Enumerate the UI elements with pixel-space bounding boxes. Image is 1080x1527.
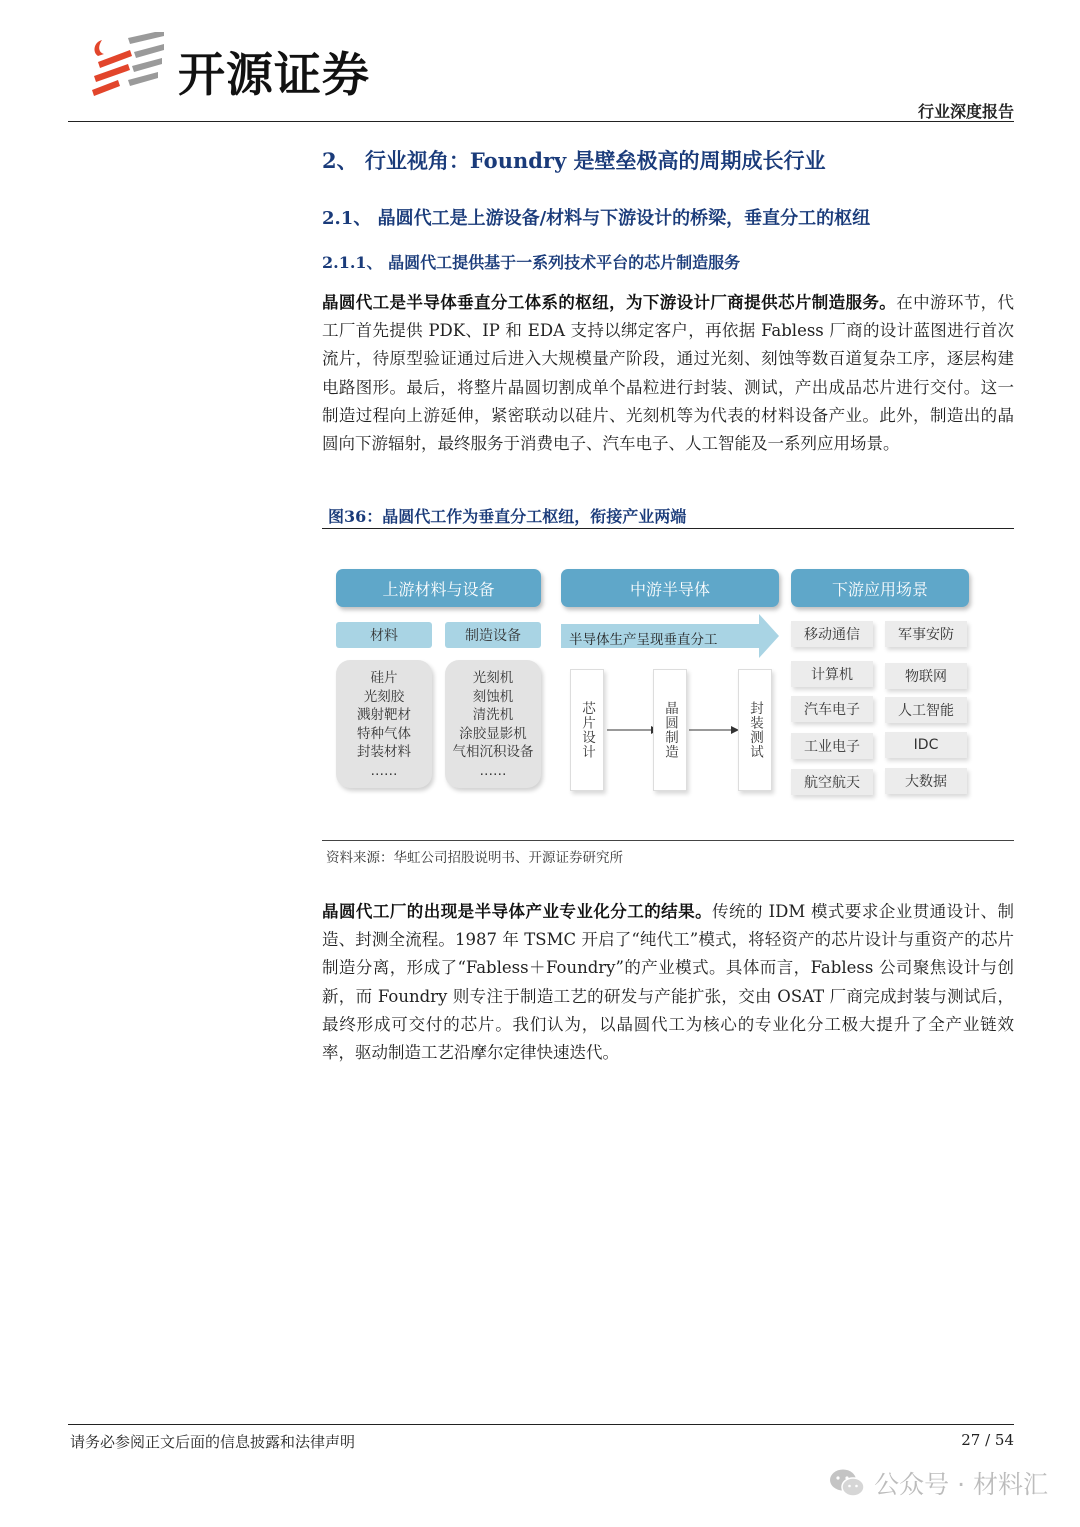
- watermark-text: 公众号 · 材料汇: [874, 1470, 1048, 1499]
- section-heading-1: 2、 行业视角：Foundry 是壁垒极高的周期成长行业: [322, 148, 826, 173]
- list-item: 清洗机: [472, 707, 514, 723]
- footer-divider: [68, 1424, 1014, 1425]
- upstream-header: 上游材料与设备: [336, 569, 541, 607]
- app-item: 航空航天: [791, 769, 873, 795]
- list-item: ……: [479, 762, 507, 779]
- midstream-arrow-label: 半导体生产呈现垂直分工: [569, 632, 718, 648]
- list-item: 涂胶显影机: [459, 725, 527, 742]
- app-item: 人工智能: [885, 697, 967, 723]
- app-item: 工业电子: [791, 733, 873, 759]
- list-item: 溅射靶材: [357, 707, 411, 723]
- app-item: 汽车电子: [791, 696, 873, 722]
- header-divider: [68, 121, 1014, 122]
- report-type-label: 行业深度报告: [917, 102, 1014, 121]
- app-item: 军事安防: [885, 621, 967, 647]
- figure-bottom-divider: [322, 840, 1014, 841]
- app-item: 移动通信: [791, 621, 873, 647]
- paragraph-1: [322, 289, 1014, 458]
- footer-disclaimer: 请务必参阅正文后面的信息披露和法律声明: [70, 1433, 356, 1451]
- app-item: 计算机: [791, 661, 873, 687]
- paragraph-2-body: 传统的 IDM 模式要求企业贯通设计、制造、封测全流程。1987 年 TSMC 开启了“纯代工”模式，将轻资产的芯片设计与重资产的芯片制造分离，形成了“Fabless＋Foundry”的产业模式。具体而言，Fabless 公司聚焦设计与创新，而 Foundry 则专注于制造工艺的研发与产能扩张，交由 OSAT 厂商完成封装与测试后，最终形成可交付的芯片。我们认为，以晶圆代工为核心的专业化分工极大提升了全产业链效率，驱动制造工艺沿摩尔定律快速迭代。: [322, 902, 1015, 1063]
- section-heading-3: 2.1.1、 晶圆代工提供基于一系列技术平台的芯片制造服务: [322, 253, 741, 272]
- figure-title: 图36：晶圆代工作为垂直分工枢纽，衔接产业两端: [328, 507, 687, 526]
- company-logo: [88, 32, 408, 103]
- paragraph-2: [322, 898, 1014, 1067]
- list-item: 特种气体: [357, 725, 411, 742]
- watermark: [828, 1466, 1048, 1500]
- vertical-division-diagram: [333, 566, 973, 802]
- paragraph-2-lead: 晶圆代工厂的出现是半导体产业专业化分工的结果。: [322, 902, 713, 921]
- equipment-list: [445, 660, 541, 788]
- materials-list: [336, 660, 432, 788]
- page-number: 27 / 54: [961, 1431, 1014, 1449]
- figure-top-divider: [322, 528, 1014, 529]
- list-item: 封装材料: [357, 744, 411, 760]
- list-item: 刻蚀机: [472, 688, 514, 705]
- step-packaging-testing: [738, 669, 772, 791]
- wechat-icon: [828, 1467, 866, 1499]
- list-item: 光刻机: [472, 670, 514, 686]
- step-wafer-manufacturing: [653, 669, 687, 791]
- paragraph-1-body: 在中游环节，代工厂首先提供 PDK、IP 和 EDA 支持以绑定客户，再依据 Fabless 厂商的设计蓝图进行首次流片，待原型验证通过后进入大规模量产阶段，通过光刻、刻蚀等数百道复杂工序，逐层构建电路图形。最后，将整片晶圆切割成单个晶粒进行封装、测试，产出成品芯片进行交付。这一制造过程向上游延伸，紧密联动以硅片、光刻机等为代表的材料设备产业。此外，制造出的晶圆向下游辐射，最终服务于消费电子、汽车电子、人工智能及一系列应用场景。: [322, 293, 1015, 454]
- list-item: 气相沉积设备: [452, 744, 534, 760]
- equipment-label: 制造设备: [445, 622, 541, 648]
- materials-label: 材料: [336, 622, 432, 648]
- downstream-header: 下游应用场景: [791, 569, 969, 607]
- list-item: 光刻胶: [363, 688, 405, 705]
- step-label: 芯片设计: [579, 701, 595, 759]
- step-label: 晶圆制造: [662, 701, 678, 759]
- paragraph-1-lead: 晶圆代工是半导体垂直分工体系的枢纽，为下游设计厂商提供芯片制造服务。: [322, 293, 897, 312]
- section-heading-2: 2.1、 晶圆代工是上游设备/材料与下游设计的桥梁，垂直分工的枢纽: [322, 208, 871, 229]
- step-label: 封装测试: [747, 701, 763, 759]
- logo-text: 开源证券: [178, 48, 370, 103]
- list-item: ……: [370, 762, 398, 779]
- logo-mark-icon: [88, 32, 166, 98]
- list-item: 硅片: [370, 670, 398, 686]
- midstream-header: 中游半导体: [561, 569, 779, 607]
- step-chip-design: [570, 669, 604, 791]
- app-item: IDC: [885, 732, 967, 758]
- app-item: 物联网: [885, 663, 967, 689]
- app-item: 大数据: [885, 768, 967, 794]
- figure-source: 资料来源：华虹公司招股说明书、开源证券研究所: [326, 850, 623, 866]
